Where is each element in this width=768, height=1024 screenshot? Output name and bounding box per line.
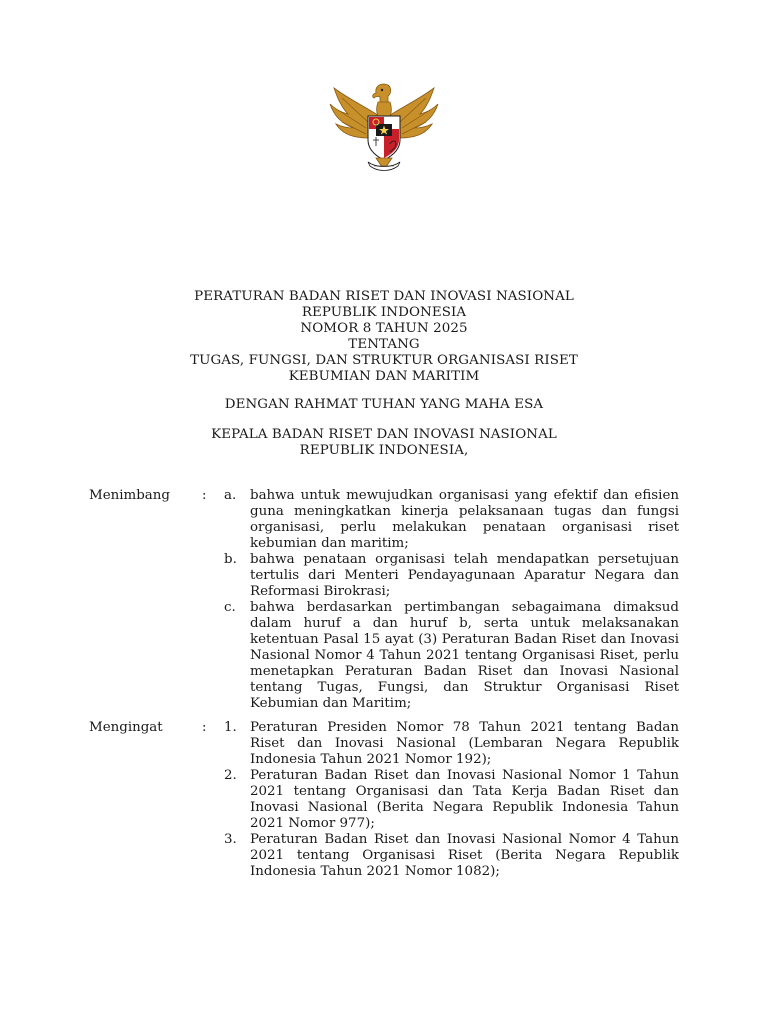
blessing-line bbox=[0, 397, 768, 413]
title-line: KEBUMIAN DAN MARITIM bbox=[288, 369, 480, 384]
item-text: Peraturan Presiden Nomor 78 Tahun 2021 tentang Badan Riset dan Inovasi Nasional (Lembaran Negara Republik Indonesia Tahun 2021 Nomor 192); bbox=[250, 720, 679, 767]
item-marker: c. bbox=[224, 600, 236, 615]
title-line: TUGAS, FUNGSI, DAN STRUKTUR ORGANISASI RISET bbox=[190, 353, 578, 368]
section-label: Menimbang bbox=[89, 488, 170, 503]
remembering-item bbox=[0, 720, 768, 768]
remembering-item bbox=[0, 832, 768, 880]
remembering-item bbox=[0, 768, 768, 832]
item-marker: 1. bbox=[224, 720, 237, 735]
title-line: TENTANG bbox=[348, 337, 420, 352]
blessing-text: DENGAN RAHMAT TUHAN YANG MAHA ESA bbox=[224, 397, 544, 412]
remembering-section bbox=[0, 720, 768, 880]
considering-item bbox=[0, 552, 768, 600]
title-line: NOMOR 8 TAHUN 2025 bbox=[300, 321, 468, 336]
item-marker: 3. bbox=[224, 832, 237, 847]
section-colon: : bbox=[202, 488, 207, 503]
issuer-line: KEPALA BADAN RISET DAN INOVASI NASIONAL bbox=[211, 427, 557, 442]
considering-item bbox=[0, 488, 768, 552]
item-marker: a. bbox=[224, 488, 237, 503]
issuer-line: REPUBLIK INDONESIA, bbox=[299, 443, 469, 458]
considering-section bbox=[0, 488, 768, 712]
title-line: PERATURAN BADAN RISET DAN INOVASI NASIONAL bbox=[194, 289, 574, 304]
title-line: REPUBLIK INDONESIA bbox=[301, 305, 467, 320]
section-colon: : bbox=[202, 720, 207, 735]
considering-item bbox=[0, 600, 768, 712]
item-marker: 2. bbox=[224, 768, 237, 783]
item-text: bahwa untuk mewujudkan organisasi yang efektif dan efisien guna meningkatkan kinerja pelaksanaan tugas dan fungsi organisasi, perlu melakukan penataan organisasi riset kebumian dan maritim; bbox=[250, 488, 679, 551]
item-text: Peraturan Badan Riset dan Inovasi Nasional Nomor 4 Tahun 2021 tentang Organisasi Riset (Berita Negara Republik Indonesia Tahun 2021 Nomor 1082); bbox=[250, 832, 679, 879]
item-text: Peraturan Badan Riset dan Inovasi Nasional Nomor 1 Tahun 2021 tentang Organisasi dan Tata Kerja Badan Riset dan Inovasi Nasional (Berita Negara Republik Indonesia Tahun 2021 Nomor 977); bbox=[250, 768, 679, 831]
item-text: bahwa berdasarkan pertimbangan sebagaimana dimaksud dalam huruf a dan huruf b, serta untuk melaksanakan ketentuan Pasal 15 ayat (3) Peraturan Badan Riset dan Inovasi Nasional Nomor 4 Tahun 2021 tentang Organisasi Riset, perlu menetapkan Peraturan Badan Riset dan Inovasi Nasional tentang Tugas, Fungsi, dan Struktur Organisasi Riset Kebumian dan Maritim; bbox=[250, 600, 679, 711]
item-marker: b. bbox=[224, 552, 237, 567]
section-label: Mengingat bbox=[89, 720, 163, 735]
item-text: bahwa penataan organisasi telah mendapatkan persetujuan tertulis dari Menteri Pendayagunaan Aparatur Negara dan Reformasi Birokrasi; bbox=[250, 552, 679, 599]
regulation-title bbox=[0, 289, 768, 385]
garuda-emblem-icon bbox=[328, 78, 440, 178]
issuer-heading bbox=[0, 427, 768, 459]
